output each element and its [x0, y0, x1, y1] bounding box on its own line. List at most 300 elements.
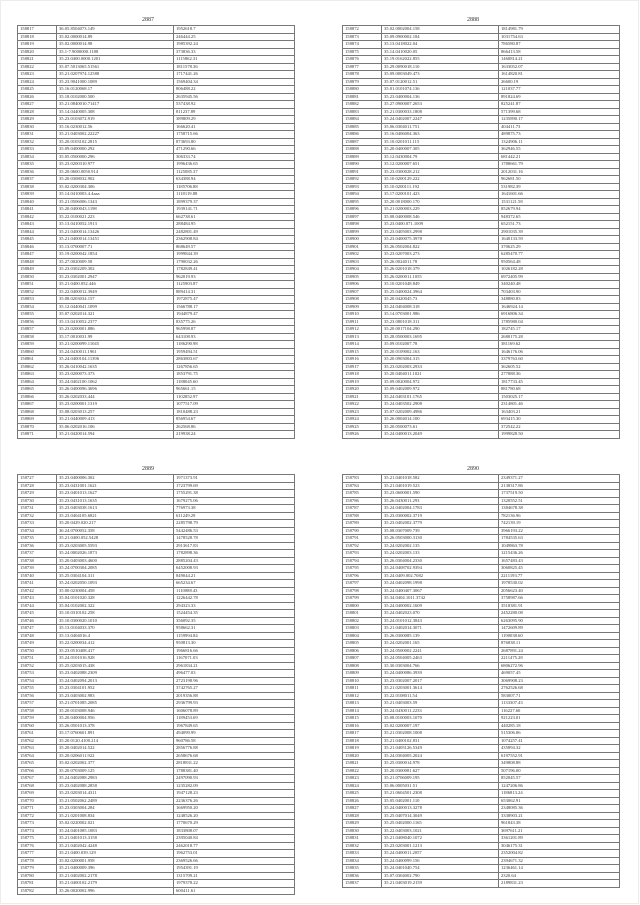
row-number-cell: 158873: [343, 33, 382, 41]
row-number-cell: 158789: [343, 520, 382, 528]
amount-cell: 703403.90: [499, 288, 620, 296]
row-number-cell: 158774: [18, 827, 57, 835]
amount-cell: 219938.24: [174, 431, 295, 439]
row-number-cell: 158741: [18, 580, 57, 588]
code-cell: 35.10.0201048.849: [382, 281, 499, 289]
code-cell: 35.21.0402042.4248: [57, 842, 174, 850]
table-row: [343, 423, 620, 431]
amount-cell: 2482801.49: [174, 228, 295, 236]
row-number-cell: 158837: [343, 880, 382, 888]
amount-cell: 1833808.07: [174, 827, 295, 835]
code-cell: 35.23.0303004.284: [57, 805, 174, 813]
row-number-cell: 158805: [343, 640, 382, 648]
amount-cell: 776973.38: [174, 505, 295, 513]
amount-cell: 961843.38: [499, 820, 620, 828]
amount-cell: 471290.66: [174, 146, 295, 154]
code-cell: 35.24.0430011.1961: [57, 348, 174, 356]
code-cell: 35.21.0400014.13451: [57, 236, 174, 244]
amount-cell: 881780.68: [499, 386, 620, 394]
row-number-cell: 158919: [343, 378, 382, 386]
row-number-cell: 158812: [343, 692, 382, 700]
code-cell: 35.21.0502062.2489: [57, 797, 174, 805]
amount-cell: 3361201.89: [499, 835, 620, 843]
code-cell: 35.23.0203014.4311: [57, 790, 174, 798]
table-row: [18, 101, 295, 109]
row-number-cell: 158729: [18, 490, 57, 498]
code-cell: 35.24.0403101.1765: [382, 393, 499, 401]
table-row: [343, 63, 620, 71]
row-number-cell: 158731: [18, 505, 57, 513]
code-cell: 35.07.0304002.790: [382, 872, 499, 880]
amount-cell: 2314801.46: [499, 401, 620, 409]
amount-cell: 277888.36: [499, 371, 620, 379]
table-row: [18, 146, 295, 154]
row-number-cell: 158773: [18, 820, 57, 828]
table-row: [343, 670, 620, 678]
table-row: [343, 632, 620, 640]
code-cell: 35.21.0402014.3071: [382, 625, 499, 633]
row-number-cell: 158817: [18, 26, 57, 34]
amount-cell: 381169.62: [499, 341, 620, 349]
amount-cell: 362946.55: [499, 146, 620, 154]
code-cell: 35.17.0200101.423: [382, 191, 499, 199]
row-number-cell: 158836: [343, 872, 382, 880]
amount-cell: 2818831.22: [174, 760, 295, 768]
amount-cell: 1614820.81: [499, 71, 620, 79]
table-row: [343, 101, 620, 109]
table-row: [18, 78, 295, 86]
code-cell: 35.02.0202002.377: [57, 760, 174, 768]
code-cell: 35.10.0201011.115: [382, 138, 499, 146]
code-cell: 35.05.0402001.110: [382, 797, 499, 805]
code-cell: 35.24.0304005.2024: [382, 752, 499, 760]
table-row: [18, 475, 295, 483]
amount-cell: 1966816.66: [174, 647, 295, 655]
row-number-cell: 158834: [343, 857, 382, 865]
amount-cell: 1944879.47: [174, 311, 295, 319]
row-number-cell: 158785: [343, 490, 382, 498]
code-cell: 35.23.0302209.302: [57, 266, 174, 274]
table-row: [18, 258, 295, 266]
table-row: [343, 303, 620, 311]
amount-cell: 3697611.21: [499, 827, 620, 835]
row-number-cell: 158761: [18, 730, 57, 738]
amount-cell: 2012031.16: [499, 168, 620, 176]
amount-cell: 1972875.47: [174, 296, 295, 304]
code-cell: 35.20.0120.4100.214: [57, 737, 174, 745]
row-number-cell: 158877: [343, 63, 382, 71]
table-row: [343, 572, 620, 580]
amount-cell: 825241.87: [499, 101, 620, 109]
data-table: [17, 474, 295, 895]
code-cell: 35.24.0402094.2013: [57, 677, 174, 685]
code-cell: 35.20.0103008.946: [57, 707, 174, 715]
row-number-cell: 158819: [18, 41, 57, 49]
amount-cell: 1115862.31: [174, 56, 295, 64]
amount-cell: 681442.21: [499, 153, 620, 161]
code-cell: 35.17.0760601.891: [57, 730, 174, 738]
row-number-cell: 158866: [18, 393, 57, 401]
row-number-cell: 158892: [343, 176, 382, 184]
code-cell: 35.23.0431001.1621: [57, 482, 174, 490]
amount-cell: 2936799.93: [174, 700, 295, 708]
amount-cell: 1531121.58: [499, 198, 620, 206]
code-cell: 35.20.0903004.315: [382, 356, 499, 364]
row-number-cell: 158782: [18, 887, 57, 895]
table-row: [343, 288, 620, 296]
amount-cell: 2395040.84: [174, 835, 295, 843]
table-row: [343, 767, 620, 775]
code-cell: 35.25.0203015.438: [57, 662, 174, 670]
amount-cell: 866413.58: [499, 48, 620, 56]
row-number-cell: 158885: [343, 123, 382, 131]
row-number-cell: 158791: [343, 535, 382, 543]
amount-cell: 1633052.07: [499, 63, 620, 71]
code-cell: 35.21.0706009.195: [382, 775, 499, 783]
row-number-cell: 158868: [18, 408, 57, 416]
amount-cell: 1782898.36: [174, 550, 295, 558]
code-cell: 35.26.0024011.78: [382, 258, 499, 266]
amount-cell: 1755291.38: [174, 490, 295, 498]
amount-cell: 1814981.79: [499, 26, 620, 34]
row-number-cell: 158902: [343, 251, 382, 259]
amount-cell: 1478528.78: [174, 535, 295, 543]
code-cell: 35.21.0420014.594: [57, 431, 174, 439]
code-cell: 35.07.0120012.51: [382, 78, 499, 86]
amount-cell: 1167071.03: [174, 655, 295, 663]
code-cell: 35.08.0307009.739: [382, 527, 499, 535]
table-row: [343, 760, 620, 768]
code-cell: 35.22.0400012.3949: [57, 288, 174, 296]
code-cell: 35.09.0400000.292: [57, 146, 174, 154]
amount-cell: 1133307.43: [499, 700, 620, 708]
row-number-cell: 158784: [343, 482, 382, 490]
code-cell: 35.23.0402088.2309: [57, 670, 174, 678]
data-table: [342, 25, 620, 439]
code-cell: 35.20.0300081.627: [382, 767, 499, 775]
amount-cell: 1074257.41: [499, 737, 620, 745]
amount-cell: 600411.61: [174, 887, 295, 895]
code-cell: 35.20.0403003.4600: [57, 557, 174, 565]
row-number-cell: 158910: [343, 311, 382, 319]
amount-cell: 1524454.35: [174, 610, 295, 618]
row-number-cell: 158921: [343, 393, 382, 401]
amount-cell: 1717441.26: [174, 71, 295, 79]
amount-cell: 404411.73: [499, 123, 620, 131]
amount-cell: 1985392.24: [174, 41, 295, 49]
code-cell: 35.02.0220002.021: [57, 820, 174, 828]
table-row: [18, 670, 295, 678]
row-number-cell: 158799: [343, 595, 382, 603]
code-cell: 35.25.0300014.978: [382, 760, 499, 768]
amount-cell: 262568.86: [174, 423, 295, 431]
amount-cell: 2635945.56: [174, 93, 295, 101]
row-number-cell: 158843: [18, 221, 57, 229]
table-row: [18, 662, 295, 670]
row-number-cell: 158867: [18, 401, 57, 409]
row-number-cell: 158842: [18, 213, 57, 221]
row-number-cell: 158738: [18, 557, 57, 565]
table-row: [18, 490, 295, 498]
code-cell: 35.26.0503000.3130: [382, 535, 499, 543]
table-row: [343, 93, 620, 101]
table-row: [18, 288, 295, 296]
amount-cell: 1460814.21: [499, 56, 620, 64]
table-row: [343, 565, 620, 573]
row-number-cell: 158839: [18, 191, 57, 199]
row-number-cell: 158807: [343, 655, 382, 663]
amount-cell: 643108.93: [174, 333, 295, 341]
amount-cell: 1657483.43: [499, 557, 620, 565]
row-number-cell: 158855: [18, 311, 57, 319]
table-row: [343, 730, 620, 738]
data-table: [17, 25, 295, 439]
table-row: [343, 805, 620, 813]
code-cell: 35.24.0430011.2233: [382, 707, 499, 715]
code-cell: 35.23.0400.0000.1201: [57, 56, 174, 64]
table-row: [18, 138, 295, 146]
code-cell: 35.12.0430004.79: [382, 153, 499, 161]
amount-cell: 2687891.24: [499, 647, 620, 655]
row-number-cell: 158833: [343, 850, 382, 858]
table-row: [18, 236, 295, 244]
table-row: [343, 475, 620, 483]
table-row: [343, 812, 620, 820]
row-number-cell: 158840: [18, 198, 57, 206]
amount-cell: 1215436.26: [499, 550, 620, 558]
row-number-cell: 158857: [18, 326, 57, 334]
row-number-cell: 158830: [18, 123, 57, 131]
table-row: [18, 318, 295, 326]
table-row: [343, 206, 620, 214]
row-number-cell: 158732: [18, 512, 57, 520]
row-number-cell: 158798: [343, 587, 382, 595]
row-number-cell: 158851: [18, 281, 57, 289]
table-title: 2888: [467, 17, 479, 23]
amount-cell: 3069908.23: [499, 677, 620, 685]
code-cell: 35.21.0400014.13426: [57, 228, 174, 236]
row-number-cell: 158730: [18, 497, 57, 505]
code-cell: 35.14.0410003.4.4aaa: [57, 191, 174, 199]
amount-cell: 1235282.09: [174, 782, 295, 790]
table-row: [343, 221, 620, 229]
row-number-cell: 158763: [18, 745, 57, 753]
row-number-cell: 158795: [343, 565, 382, 573]
table-row: [18, 206, 295, 214]
table-row: [18, 296, 295, 304]
row-number-cell: 158887: [343, 138, 382, 146]
row-number-cell: 158793: [343, 550, 382, 558]
table-row: [343, 865, 620, 873]
code-cell: 35.02.0000014.98: [57, 41, 174, 49]
row-number-cell: 158899: [343, 228, 382, 236]
code-cell: 35.24.0408702.9394: [382, 565, 499, 573]
code-cell: 35.20.0420045.73: [382, 296, 499, 304]
row-number-cell: 158813: [343, 700, 382, 708]
table-row: [18, 595, 295, 603]
code-cell: 35.23.0200310.977: [57, 161, 174, 169]
table-row: [343, 378, 620, 386]
row-number-cell: 158780: [18, 872, 57, 880]
row-number-cell: 158898: [343, 221, 382, 229]
table-row: [18, 647, 295, 655]
table-row: [18, 191, 295, 199]
code-cell: 35.23.0510408.417: [57, 647, 174, 655]
row-number-cell: 158819: [343, 745, 382, 753]
row-number-cell: 158911: [343, 318, 382, 326]
table-row: [18, 408, 295, 416]
code-cell: 35.20.0429.020.217: [57, 520, 174, 528]
amount-cell: 3379763.60: [499, 356, 620, 364]
table-row: [343, 842, 620, 850]
table-row: [18, 715, 295, 723]
amount-cell: 782136.96: [499, 512, 620, 520]
amount-cell: 2362908.84: [174, 236, 295, 244]
code-cell: 35.09.0402009.972: [382, 386, 499, 394]
row-number-cell: 158923: [343, 408, 382, 416]
row-number-cell: 158870: [18, 423, 57, 431]
code-cell: 35.23.0200073.373: [57, 371, 174, 379]
code-cell: 35.24.0202003.133: [382, 550, 499, 558]
table-row: [343, 647, 620, 655]
row-number-cell: 158920: [343, 386, 382, 394]
table-row: [343, 266, 620, 274]
row-number-cell: 158894: [343, 191, 382, 199]
row-number-cell: 158824: [343, 782, 382, 790]
table-row: [343, 857, 620, 865]
amount-cell: 3518381.91: [499, 602, 620, 610]
row-number-cell: 158786: [343, 497, 382, 505]
table-row: [18, 243, 295, 251]
row-number-cell: 158800: [343, 602, 382, 610]
code-cell: 35.21.0506006.1343: [57, 198, 174, 206]
code-cell: 35.23.0200001.886: [57, 326, 174, 334]
table-row: [343, 497, 620, 505]
code-cell: 35.02.0200304.306: [57, 183, 174, 191]
table-row: [18, 827, 295, 835]
row-number-cell: 158742: [18, 587, 57, 595]
code-cell: 35.24.0101012.3843: [382, 617, 499, 625]
amount-cell: 1159994.84: [174, 632, 295, 640]
code-cell: 35.23.0302001.2947: [57, 273, 174, 281]
table-row: [343, 745, 620, 753]
table-row: [18, 655, 295, 663]
amount-cell: 2901035.39: [499, 228, 620, 236]
code-cell: 35.23.0600001.590: [382, 490, 499, 498]
amount-cell: 2369526.66: [174, 857, 295, 865]
table-row: [18, 303, 295, 311]
table-row: [343, 797, 620, 805]
code-cell: 35.20.0400007.305: [382, 146, 499, 154]
amount-cell: 1788661.79: [499, 161, 620, 169]
table-row: [18, 482, 295, 490]
table-row: [18, 161, 295, 169]
row-number-cell: 158808: [343, 662, 382, 670]
table-row: [343, 775, 620, 783]
amount-cell: 440285.18: [499, 722, 620, 730]
table-row: [343, 348, 620, 356]
code-cell: 35.23.0300002.3719: [382, 512, 499, 520]
table-row: [343, 26, 620, 34]
amount-cell: 6452008.93: [174, 565, 295, 573]
amount-cell: 1782849.41: [174, 266, 295, 274]
row-number-cell: 158853: [18, 296, 57, 304]
row-number-cell: 158878: [343, 71, 382, 79]
code-cell: 35.12.0200007.651: [382, 161, 499, 169]
table-row: [343, 722, 620, 730]
table-row: [343, 326, 620, 334]
code-cell: 35.20.0017104.290: [382, 326, 499, 334]
table-row: [18, 542, 295, 550]
amount-cell: 965998.87: [174, 326, 295, 334]
row-number-cell: 158816: [343, 722, 382, 730]
code-cell: 35.16.0120068.17: [57, 86, 174, 94]
amount-cell: 1320552.51: [499, 497, 620, 505]
amount-cell: 507196.00: [499, 767, 620, 775]
table-row: [18, 86, 295, 94]
amount-cell: 1503025.17: [499, 393, 620, 401]
row-number-cell: 158914: [343, 341, 382, 349]
table-row: [18, 790, 295, 798]
table-row: [343, 123, 620, 131]
amount-cell: 1267856.65: [174, 363, 295, 371]
amount-cell: 1324906.11: [499, 138, 620, 146]
amount-cell: 1999844.39: [174, 251, 295, 259]
code-cell: 35.25.0304104.311: [57, 572, 174, 580]
table-row: [18, 131, 295, 139]
row-number-cell: 158888: [343, 146, 382, 154]
row-number-cell: 158794: [343, 557, 382, 565]
code-cell: 35.13.0410052.1913: [57, 221, 174, 229]
row-number-cell: 158756: [18, 692, 57, 700]
amount-cell: 489875.73: [499, 131, 620, 139]
row-number-cell: 158835: [343, 865, 382, 873]
table-row: [343, 356, 620, 364]
row-number-cell: 158858: [18, 333, 57, 341]
amount-cell: 1788381.40: [174, 767, 295, 775]
row-number-cell: 158744: [18, 602, 57, 610]
table-row: [343, 273, 620, 281]
row-number-cell: 158776: [18, 842, 57, 850]
table-row: [18, 850, 295, 858]
code-cell: 35.26.0400096.3696: [57, 386, 174, 394]
code-cell: 35.20.0018000.170: [382, 198, 499, 206]
amount-cell: 1248526.20: [174, 812, 295, 820]
table-row: [18, 805, 295, 813]
amount-cell: 1077517.09: [174, 401, 295, 409]
row-number-cell: 158733: [18, 520, 57, 528]
amount-cell: 2452280.08: [499, 610, 620, 618]
amount-cell: 921223.01: [499, 715, 620, 723]
amount-cell: 634388.94: [174, 176, 295, 184]
row-number-cell: 158915: [343, 348, 382, 356]
row-number-cell: 158797: [343, 580, 382, 588]
table-row: [343, 131, 620, 139]
table-row: [343, 86, 620, 94]
table-row: [343, 213, 620, 221]
code-cell: 35.14.0440005.308: [57, 108, 174, 116]
code-cell: 35.24.0504005.2463: [382, 655, 499, 663]
amount-cell: 166620.41: [174, 123, 295, 131]
table-row: [18, 617, 295, 625]
code-cell: 35.26.0304004.2330: [382, 557, 499, 565]
code-cell: 35.13.0700007.71: [57, 243, 174, 251]
code-cell: 35.23.0400.071.1009: [382, 221, 499, 229]
row-number-cell: 158862: [18, 363, 57, 371]
table-row: [18, 183, 295, 191]
amount-cell: 1959494.51: [174, 348, 295, 356]
table-row: [343, 520, 620, 528]
